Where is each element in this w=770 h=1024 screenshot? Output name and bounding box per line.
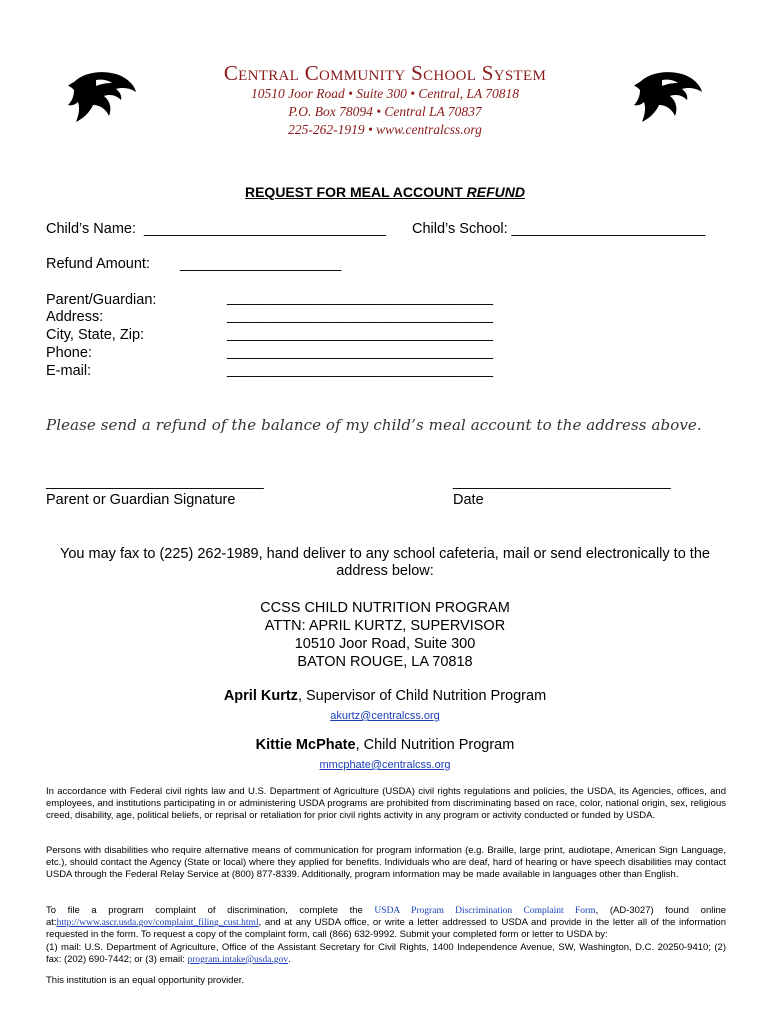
program-intake-email-link[interactable]: program.intake@usda.gov [187, 954, 289, 965]
organization-name: Central Community School System [223, 61, 547, 85]
mailing-line-4: BATON ROUGE, LA 70818 [297, 654, 473, 670]
contact-line: 225-262-1919 • www.centralcss.org [288, 122, 482, 137]
complaint-instructions: To file a program complaint of discrimination, complete the USDA Program Discrimination Complaint Form, (AD-3027) found online at:http://www.ascr.usda.gov/complaint_filing_cust.html, and at any USDA office, or write a letter addressed to USDA and provide in the letter all of the information requested in the form. To request a copy of the complaint form, call (866) 632-9992. Submit your completed form or letter to USDA by: (1) mail: U.S. Department of Agriculture, Office of the Assistant Secretary for Civil Rights, 1400 Independence Avenue, SW, Washington, D.C. 20250-9410; (2) fax: (202) 690-7442; or (3) email: program.intake@usda.gov. [46, 905, 727, 965]
contact-email-row [0, 706, 770, 724]
mailing-line-3: 10510 Joor Road, Suite 300 [294, 636, 476, 652]
complaint-form-link[interactable]: USDA Program Discrimination Complaint Form [374, 906, 596, 916]
contact-april-kurtz: April Kurtz, Supervisor of Child Nutrition Program [223, 688, 547, 704]
submission-instructions [0, 546, 770, 580]
contact-kittie-mcphate: Kittie McPhate, Child Nutrition Program [255, 737, 515, 753]
address-input[interactable]: _________________________________ [227, 308, 494, 324]
phone-label: Phone: [46, 345, 92, 361]
mailing-line-2: ATTN: APRIL KURTZ, SUPERVISOR [264, 618, 506, 634]
contact-email-row [0, 755, 770, 773]
phone-input[interactable]: _________________________________ [227, 344, 494, 360]
signature-label: Parent or Guardian Signature [46, 492, 236, 508]
city-state-zip-input[interactable]: _________________________________ [227, 326, 494, 342]
po-box-address: P.O. Box 78094 • Central LA 70837 [288, 104, 482, 119]
childs-school-field[interactable]: Child’s School: ________________________ [412, 221, 706, 237]
instructions-line-1: You may fax to (225) 262-1989, hand deliver to any school cafeteria, mail or send electronically to the [60, 546, 710, 562]
equal-opportunity-statement: This institution is an equal opportunity provider. [46, 975, 245, 986]
refund-amount-input[interactable]: ____________________ [180, 256, 342, 272]
refund-amount-label: Refund Amount: [46, 256, 150, 272]
parent-guardian-label: Parent/Guardian: [46, 292, 157, 308]
childs-name-field[interactable]: Child’s Name: ______________________________ [46, 221, 386, 237]
nondiscrimination-statement: In accordance with Federal civil rights law and U.S. Department of Agriculture (USDA) civil rights regulations and policies, the USDA, its Agencies, offices, and employees, and institutions participating in or administering USDA programs are prohibited from discriminating based on race, color, national origin, sex, religious creed, disability, age, political beliefs, or reprisal or retaliation for prior civil rights activity in any program or activity conducted or funded by USDA. [46, 786, 726, 822]
street-address: 10510 Joor Road • Suite 300 • Central, LA 70818 [251, 86, 519, 101]
mailing-line-1: CCSS CHILD NUTRITION PROGRAM [260, 600, 510, 616]
kittie-mcphate-email-link[interactable]: mmcphate@centralcss.org [319, 759, 451, 771]
instructions-line-2: address below: [336, 563, 434, 579]
date-label: Date [453, 492, 484, 508]
complaint-url-link[interactable]: http://www.ascr.usda.gov/complaint_filing_cust.html [56, 918, 259, 929]
city-state-zip-label: City, State, Zip: [46, 327, 145, 343]
address-label: Address: [46, 309, 104, 325]
mailing-address-block [0, 599, 770, 671]
accessibility-statement: Persons with disabilities who require alternative means of communication for program information (e.g. Braille, large print, audiotape, American Sign Language, etc.), should contact the Agency (State or local) where they applied for benefits. Individuals who are deaf, hard of hearing or have speech disabilities may contact USDA through the Federal Relay Service at (800) 877-8339. Additionally, program information may be made available in languages other than English. [46, 845, 726, 881]
parent-guardian-input[interactable]: _________________________________ [227, 290, 494, 306]
refund-request-statement: Please send a refund of the balance of my child’s meal account to the address above. [46, 416, 702, 434]
signature-input[interactable]: ___________________________ [46, 474, 264, 490]
email-input[interactable]: _________________________________ [227, 362, 494, 378]
date-input[interactable]: ___________________________ [453, 474, 671, 490]
email-label: E-mail: [46, 363, 92, 379]
form-title: REQUEST FOR MEAL ACCOUNT REFUND [244, 184, 525, 200]
april-kurtz-email-link[interactable]: akurtz@centralcss.org [330, 710, 440, 722]
